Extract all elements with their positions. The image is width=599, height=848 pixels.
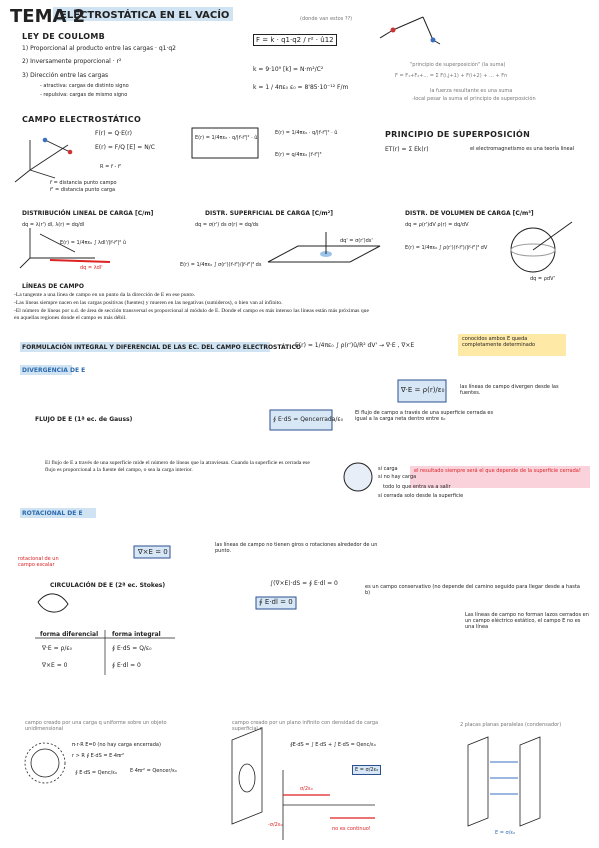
rot-formula: ∇×E = 0 [138,548,168,556]
vol-E: E(r) = 1/4πε₀ ∫ ρ(r')(r⃗-r⃗')/|r⃗-r⃗'|³ dV [405,245,488,251]
circ-note: es un campo conservativo (no depende del camino seguido para llegar desde a hasta b) [365,584,580,596]
campo-charge [68,150,73,155]
sup-E: E(r) = 1/4πε₀ ∫ σ(r')(r⃗-r⃗')/|r⃗-r⃗'|³ ds [180,262,262,268]
ex1-line-1: π·r·R E=0 (no hay carga encerrada) [72,742,161,748]
campo-note-2: r⃗' = distancia punto carga [50,187,116,193]
campo-heading: CAMPO ELECTROSTÁTICO [22,115,142,124]
formulacion-note: conocidos ambos E queda completamente determinado [462,336,536,348]
superposition-note: el electromagnetismo es una teoría lineal [470,146,575,152]
example1-sketch [25,743,65,783]
superposition-title: PRINCIPIO DE SUPERPOSICIÓN [385,130,531,139]
sup-dq: dq' = σ(r')ds' [340,238,373,244]
div-title: DIVERGENCIA DE E [22,367,86,374]
rot-red: rotacional de un campo escalar [18,556,59,568]
coulomb-item-1: 1) Proporcional al producto entre las cargas · q1·q2 [22,45,176,52]
campo-f3: E(r) = 1/4πε₀ · q/|r⃗-r⃗'|² · û [195,135,258,141]
principle-note-1: la fuerza resultante es una suma [430,88,513,94]
table-cell-0-1: ∮ E·dS = Q/ε₀ [112,645,152,652]
page-title: TEMA 2 [10,6,86,27]
principle-note-2: -local pesar la suma el principio de superposición [412,96,536,102]
campo-diagram [15,140,70,182]
ex1-formula: ∮ E·dS = Qenc/ε₀ [75,770,117,776]
coulomb-formula: F = k · q1·q2 / r² · û12 [253,34,337,46]
circ-path [38,594,68,612]
flujo-red: el resultado siempre será el que depende de la superficie cerrada! [414,468,581,474]
coulomb-eps0: ε₀ = 8'85·10⁻¹² F/m [290,84,349,91]
lineal-dq: dq = λdl' [80,265,103,271]
gauss-sphere [344,463,372,491]
ex1-result: E·4πr² = Qencer/ε₀ [130,768,177,774]
ex2-value: σ/2ε₀ [300,786,313,792]
circ-stokes: ∫(∇×E)·dS = ∮ E·dl = 0 [270,580,338,587]
principle-note: "principio de superposición" (la suma) [410,62,506,68]
top-note: (donde van estos ??) [300,16,353,22]
superposition-formula: ET(r) = Σ Ek(r) [385,146,429,153]
table-header-diff: forma diferencial [40,631,99,638]
table-cell-1-1: ∮ E·dl = 0 [112,662,141,669]
ex2-result: E = σ/2ε₀ [352,765,381,775]
page-subtitle: ELECTROSTÁTICA EN EL VACÍO [60,10,230,21]
vol-title: DISTR. DE VOLUMEN DE CARGA [C/m³] [405,210,534,217]
charge-q2 [431,38,436,43]
example3-sketch [468,737,540,826]
ex2-minus: -σ/2ε₀ [268,822,283,828]
lineas-text-1: -La tangente a una línea de campo en un punto da la dirección de E en ese punto. [14,292,196,298]
campo-f4: E(r) = q/4πε₀ |r⃗-r⃗'|³ [275,152,322,158]
campo-box [192,128,258,158]
campo-f2: E(r) = F/Q [E] = N/C [95,144,155,151]
flujo-note-4: si cerrada solo desde la superficie [378,493,464,499]
ex1-title: campo creado por una carga q uniforme sobre un objeto unidimensional [25,720,167,732]
lineas-text-3: -El número de líneas por u.d. de área de sección transversal es proporcional al módulo de E. Donde el campo es más intenso las líneas están más próximas que en aquellas regiones donde el campo es más débil. [14,308,369,321]
circ-formula: ∮ E·dl = 0 [259,598,293,606]
table-cell-1-0: ∇×E = 0 [42,662,68,669]
table-cell-0-0: ∇·E = ρ/ε₀ [42,645,73,652]
coulomb-item-2: 2) Inversamente proporcional · r² [22,58,122,65]
formulacion-main: E(r) = 1/4πε₀ ∫ ρ(r')û/R² dV' → ∇·E , ∇×E [295,342,415,349]
coulomb-heading: LEY DE COULOMB [22,32,106,41]
ex3-title: 2 placas planas paralelas (condensador) [460,722,562,728]
lineas-heading: LÍNEAS DE CAMPO [22,283,84,290]
lineas-text-2: -Las líneas siempre nacen en las cargas positivas (fuentes) y mueren en las negativas (sumideros), o bien van al infinito. [14,300,283,306]
circ-note-2: Las líneas de campo no forman lazos cerrados en un campo eléctrico estático, el campo E no es una línea [465,612,589,630]
charge-q1 [391,28,396,33]
coulomb-k-def: k = 1 / 4πε₀ [253,84,289,91]
flujo-note-3: todo lo que entra va a salir [383,484,451,490]
coulomb-sub-1: - atractiva: cargas de distinto signo [40,83,129,89]
sup-title: DISTR. SUPERFICIAL DE CARGA [C/m²] [205,210,334,217]
ex2-red: no es continuo! [332,826,371,832]
rot-note: las líneas de campo no tienen giros o rotaciones alrededor de un punto. [215,542,378,554]
vol-formula: dq = ρ(r')dV ρ(r) = dq/dV [405,222,469,228]
campo-point [43,138,48,143]
flujo-text: El flujo de E a través de una superficie mide el número de líneas que la atraviesan. Cuando la superficie es cerrada ese flujo es proporcional a la fuente del campo, o sea la carga interior. [45,460,310,473]
vol-dq: dq = ρdV' [530,276,555,282]
ex2-title: campo creado por un plano infinito con densidad de carga superficial σ [232,720,379,732]
lineal-charge [50,260,110,262]
ex2-formula: ∮E·dS = ∫ E·dS + ∫ E·dS = Qenc/ε₀ [290,742,376,748]
flujo-formula: ∮ E·dS = Qencerrada/ε₀ [273,416,344,423]
coulomb-item-3: 3) Dirección entre las cargas [22,72,109,79]
campo-f1: F(r) = Q·E(r) [95,130,133,137]
campo-note-1: r⃗ = distancia punto campo [50,180,117,186]
ex1-line-2: r > R ∮ E·dS = E·4πr² [72,753,125,759]
coulomb-sub-2: - repulsiva: cargas de mismo signo [40,92,128,98]
rot-title: ROTACIONAL DE E [22,510,83,517]
lineal-formula: dq = λ(r') dl, λ(r) = dq/dl [22,222,85,228]
flujo-note-2: si no hay carga [378,474,417,480]
circ-title: CIRCULACIÓN DE E (2ª ec. Stokes) [50,582,166,589]
coulomb-k-value: k = 9·10⁹ [k] = N·m²/C² [253,66,324,73]
campo-f3-copy: E(r) = 1/4πε₀ · q/|r⃗-r⃗'|² · û [275,130,338,136]
flujo-title: FLUJO DE E (1ª ec. de Gauss) [35,416,133,423]
volume-vector [533,222,572,250]
flujo-note: El flujo de campo a través de una superficie cerrada es igual a la carga neta dentro entre ε₀ [355,410,494,422]
sup-formula: dq = σ(r') ds σ(r) = dq/ds [195,222,259,228]
example3-field [490,762,518,794]
div-note: las líneas de campo divergen desde las fuentes. [460,384,559,396]
lineal-title: DISTRIBUCIÓN LINEAL DE CARGA [C/m] [22,210,154,217]
campo-r-label: R = r⃗ - r⃗' [100,164,122,170]
principle-formula: F = F₁+F₂+... = Σ F(i,j+1) + F(i+2) + ... + Fn [395,73,508,79]
flujo-note-1: si carga [378,466,398,472]
div-formula: ∇·E = ρ(r)/ε₀ [401,386,445,394]
lineal-E: E(r) = 1/4πε₀ ∫ λdl'/|r⃗-r⃗'|² û [60,240,127,246]
formulacion-heading: FORMULACIÓN INTEGRAL Y DIFERENCIAL DE LAS EC. DEL CAMPO ELECTROSTÁTICO [22,344,301,351]
ex3-result: E = σ/ε₀ [495,830,516,836]
table-header-int: forma integral [112,631,161,638]
